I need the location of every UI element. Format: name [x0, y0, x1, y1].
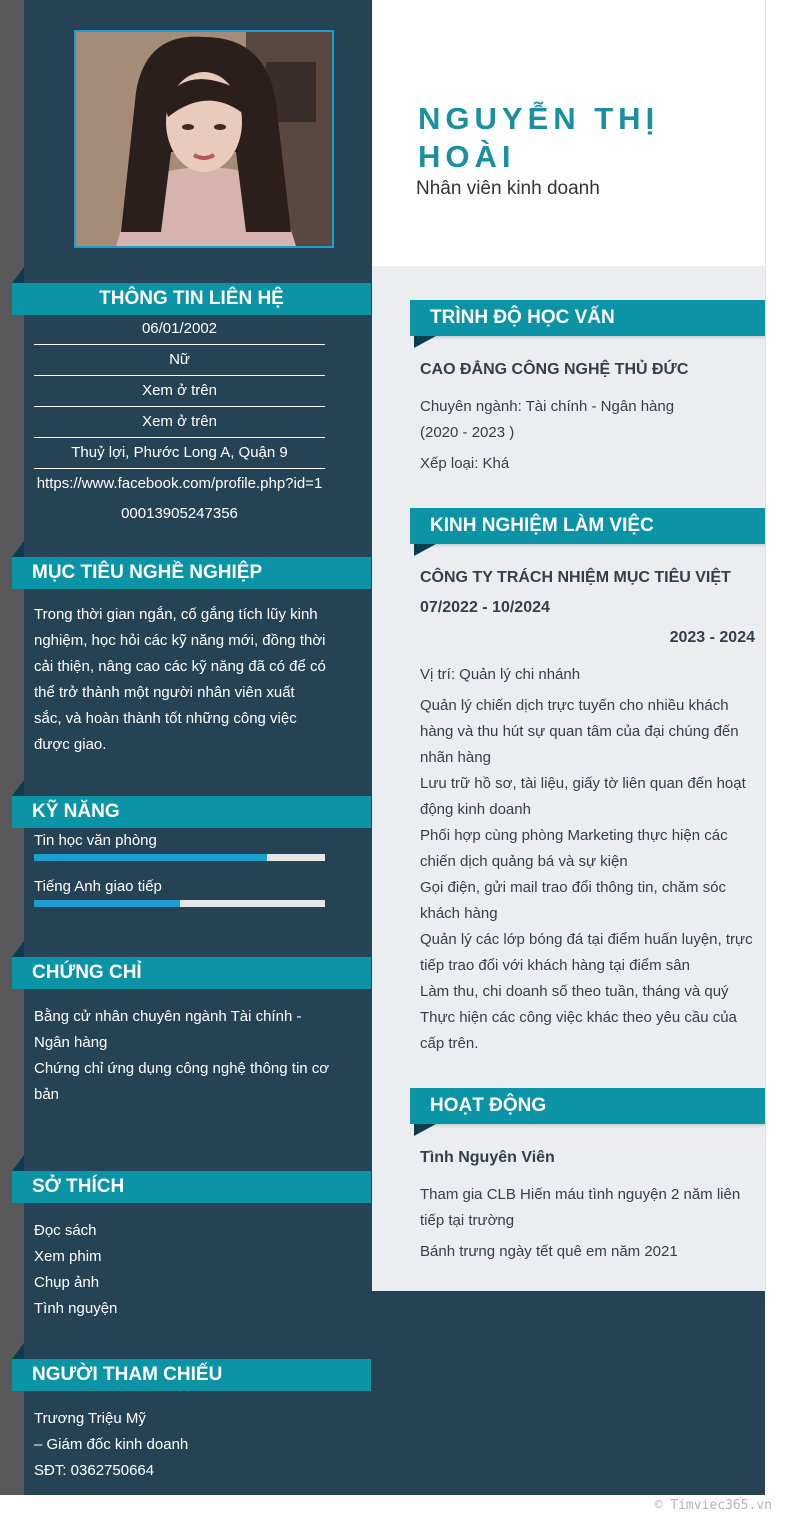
hobby-item: Đọc sách [34, 1222, 97, 1239]
references-header [12, 1359, 371, 1391]
contact-phone: Xem ở trên [34, 375, 325, 407]
header-corner-decoration [12, 1343, 24, 1359]
experience-years: 2023 - 2024 [669, 629, 755, 646]
candidate-role: Nhân viên kinh doanh [416, 178, 600, 199]
header-corner-decoration [12, 541, 24, 557]
header-corner-decoration [414, 1124, 436, 1136]
hobby-item: Xem phim [34, 1248, 102, 1265]
objective-text: Trong thời gian ngắn, cố gắng tích lũy kinh nghiệm, học hỏi các kỹ năng mới, đồng thời cải thiện, nâng cao các kỹ năng đã có để có thể trở thành một người nhân viên xuất sắc, và hoàn thành tốt những công việc được giao. [34, 606, 326, 753]
header-shadow [420, 1124, 765, 1128]
candidate-name: NGUYỄN THỊ HOÀI [418, 101, 660, 174]
experience-header [410, 508, 765, 544]
certificate-item: Bằng cử nhân chuyên ngành Tài chính - Ngân hàng [34, 1008, 302, 1051]
education-major: Chuyên ngành: Tài chính - Ngân hàng [420, 398, 675, 415]
certificate-item: Chứng chỉ ứng dụng công nghệ thông tin cơ bản [34, 1060, 330, 1103]
hobby-item: Chụp ảnh [34, 1274, 100, 1291]
activity-name: Tình Nguyên Viên [420, 1149, 555, 1166]
activities-list [420, 1182, 755, 1265]
contact-address: Thuỷ lợi, Phước Long A, Quận 9 [34, 437, 325, 469]
references-title: NGƯỜI THAM CHIẾU [32, 1364, 223, 1385]
skill-bar-fill [34, 900, 180, 907]
education-details [420, 394, 755, 477]
footer-watermark: © Timviec365.vn [654, 1498, 772, 1513]
contact-header [12, 283, 371, 315]
bottom-navy-block [372, 1291, 765, 1495]
right-edge-line [765, 0, 766, 1291]
hobby-item: Tình nguyện [34, 1300, 118, 1317]
activity-item: Bánh trưng ngày tết quê em năm 2021 [420, 1243, 678, 1260]
skill-name: Tin học văn phòng [34, 832, 157, 849]
header-corner-decoration [414, 336, 436, 348]
header-shadow [420, 544, 765, 548]
education-title: TRÌNH ĐỘ HỌC VẤN [430, 307, 615, 328]
certificates-title: CHỨNG CHỈ [32, 962, 142, 983]
header-corner-decoration [12, 267, 24, 283]
left-gray-strip [0, 0, 24, 1495]
hobbies-title: SỞ THÍCH [32, 1176, 125, 1197]
contact-dob: 06/01/2002 [34, 313, 325, 345]
experience-title: KINH NGHIỆM LÀM VIỆC [430, 515, 654, 536]
experience-period: 07/2022 - 10/2024 [420, 599, 550, 616]
header-corner-decoration [12, 780, 24, 796]
experience-duty: Làm thu, chi doanh số theo tuần, tháng và quý [420, 983, 729, 1000]
hobbies-header [12, 1171, 371, 1203]
objective-header [12, 557, 371, 589]
hobbies-list [34, 1218, 330, 1322]
reference-item: SĐT: 0362750664 [34, 1462, 155, 1479]
header-corner-decoration [12, 1155, 24, 1171]
experience-duty: Thực hiện các công việc khác theo yêu cầu của cấp trên. [420, 1009, 737, 1052]
header-shadow [420, 336, 765, 340]
experience-duty: Phối hợp cùng phòng Marketing thực hiện các chiến dịch quảng bá và sự kiện [420, 827, 728, 870]
skill-bar-fill [34, 854, 267, 861]
experience-duty: Lưu trữ hồ sơ, tài liệu, giấy tờ liên quan đến hoạt động kinh doanh [420, 775, 746, 818]
skill-bar [34, 900, 325, 907]
experience-duty: Quản lý các lớp bóng đá tại điểm huấn luyện, trực tiếp trao đổi với khách hàng tại điểm sân [420, 931, 753, 974]
experience-details [420, 662, 755, 1057]
header-corner-decoration [414, 544, 436, 556]
header-corner-decoration [12, 941, 24, 957]
contact-gender: Nữ [34, 344, 325, 376]
experience-duty: Quản lý chiến dịch trực tuyến cho nhiều khách hàng và thu hút sự quan tâm của đại chúng đến nhãn hàng [420, 697, 739, 766]
activities-header [410, 1088, 765, 1124]
education-header [410, 300, 765, 336]
skills-title: KỸ NĂNG [32, 801, 120, 822]
activity-item: Tham gia CLB Hiến máu tình nguyện 2 năm liên tiếp tại trường [420, 1186, 741, 1229]
certificates-list [34, 1004, 330, 1108]
activities-title: HOẠT ĐỘNG [430, 1095, 547, 1116]
skills-header [12, 796, 371, 828]
contact-email: Xem ở trên [34, 406, 325, 438]
profile-photo [74, 30, 334, 248]
education-school: CAO ĐẲNG CÔNG NGHỆ THỦ ĐỨC [420, 361, 689, 378]
education-grade: Xếp loại: Khá [420, 455, 510, 472]
education-period: (2020 - 2023 ) [420, 424, 515, 441]
experience-company: CÔNG TY TRÁCH NHIỆM MỤC TIÊU VIỆT [420, 569, 731, 586]
contact-title: THÔNG TIN LIÊN HỆ [99, 288, 284, 309]
portrait-illustration [76, 32, 332, 246]
skill-name: Tiếng Anh giao tiếp [34, 878, 162, 895]
experience-position: Vị trí: Quản lý chi nhánh [420, 666, 581, 683]
reference-item: – Giám đốc kinh doanh [34, 1436, 189, 1453]
skill-bar [34, 854, 325, 861]
contact-facebook-link[interactable]: https://www.facebook.com/profile.php?id=100013905247356 [36, 475, 323, 522]
references-list [34, 1406, 330, 1484]
objective-title: MỤC TIÊU NGHỀ NGHIỆP [32, 562, 263, 583]
certificates-header [12, 957, 371, 989]
reference-item: Trương Triệu Mỹ [34, 1410, 146, 1427]
experience-duty: Gọi điện, gửi mail trao đổi thông tin, chăm sóc khách hàng [420, 879, 727, 922]
